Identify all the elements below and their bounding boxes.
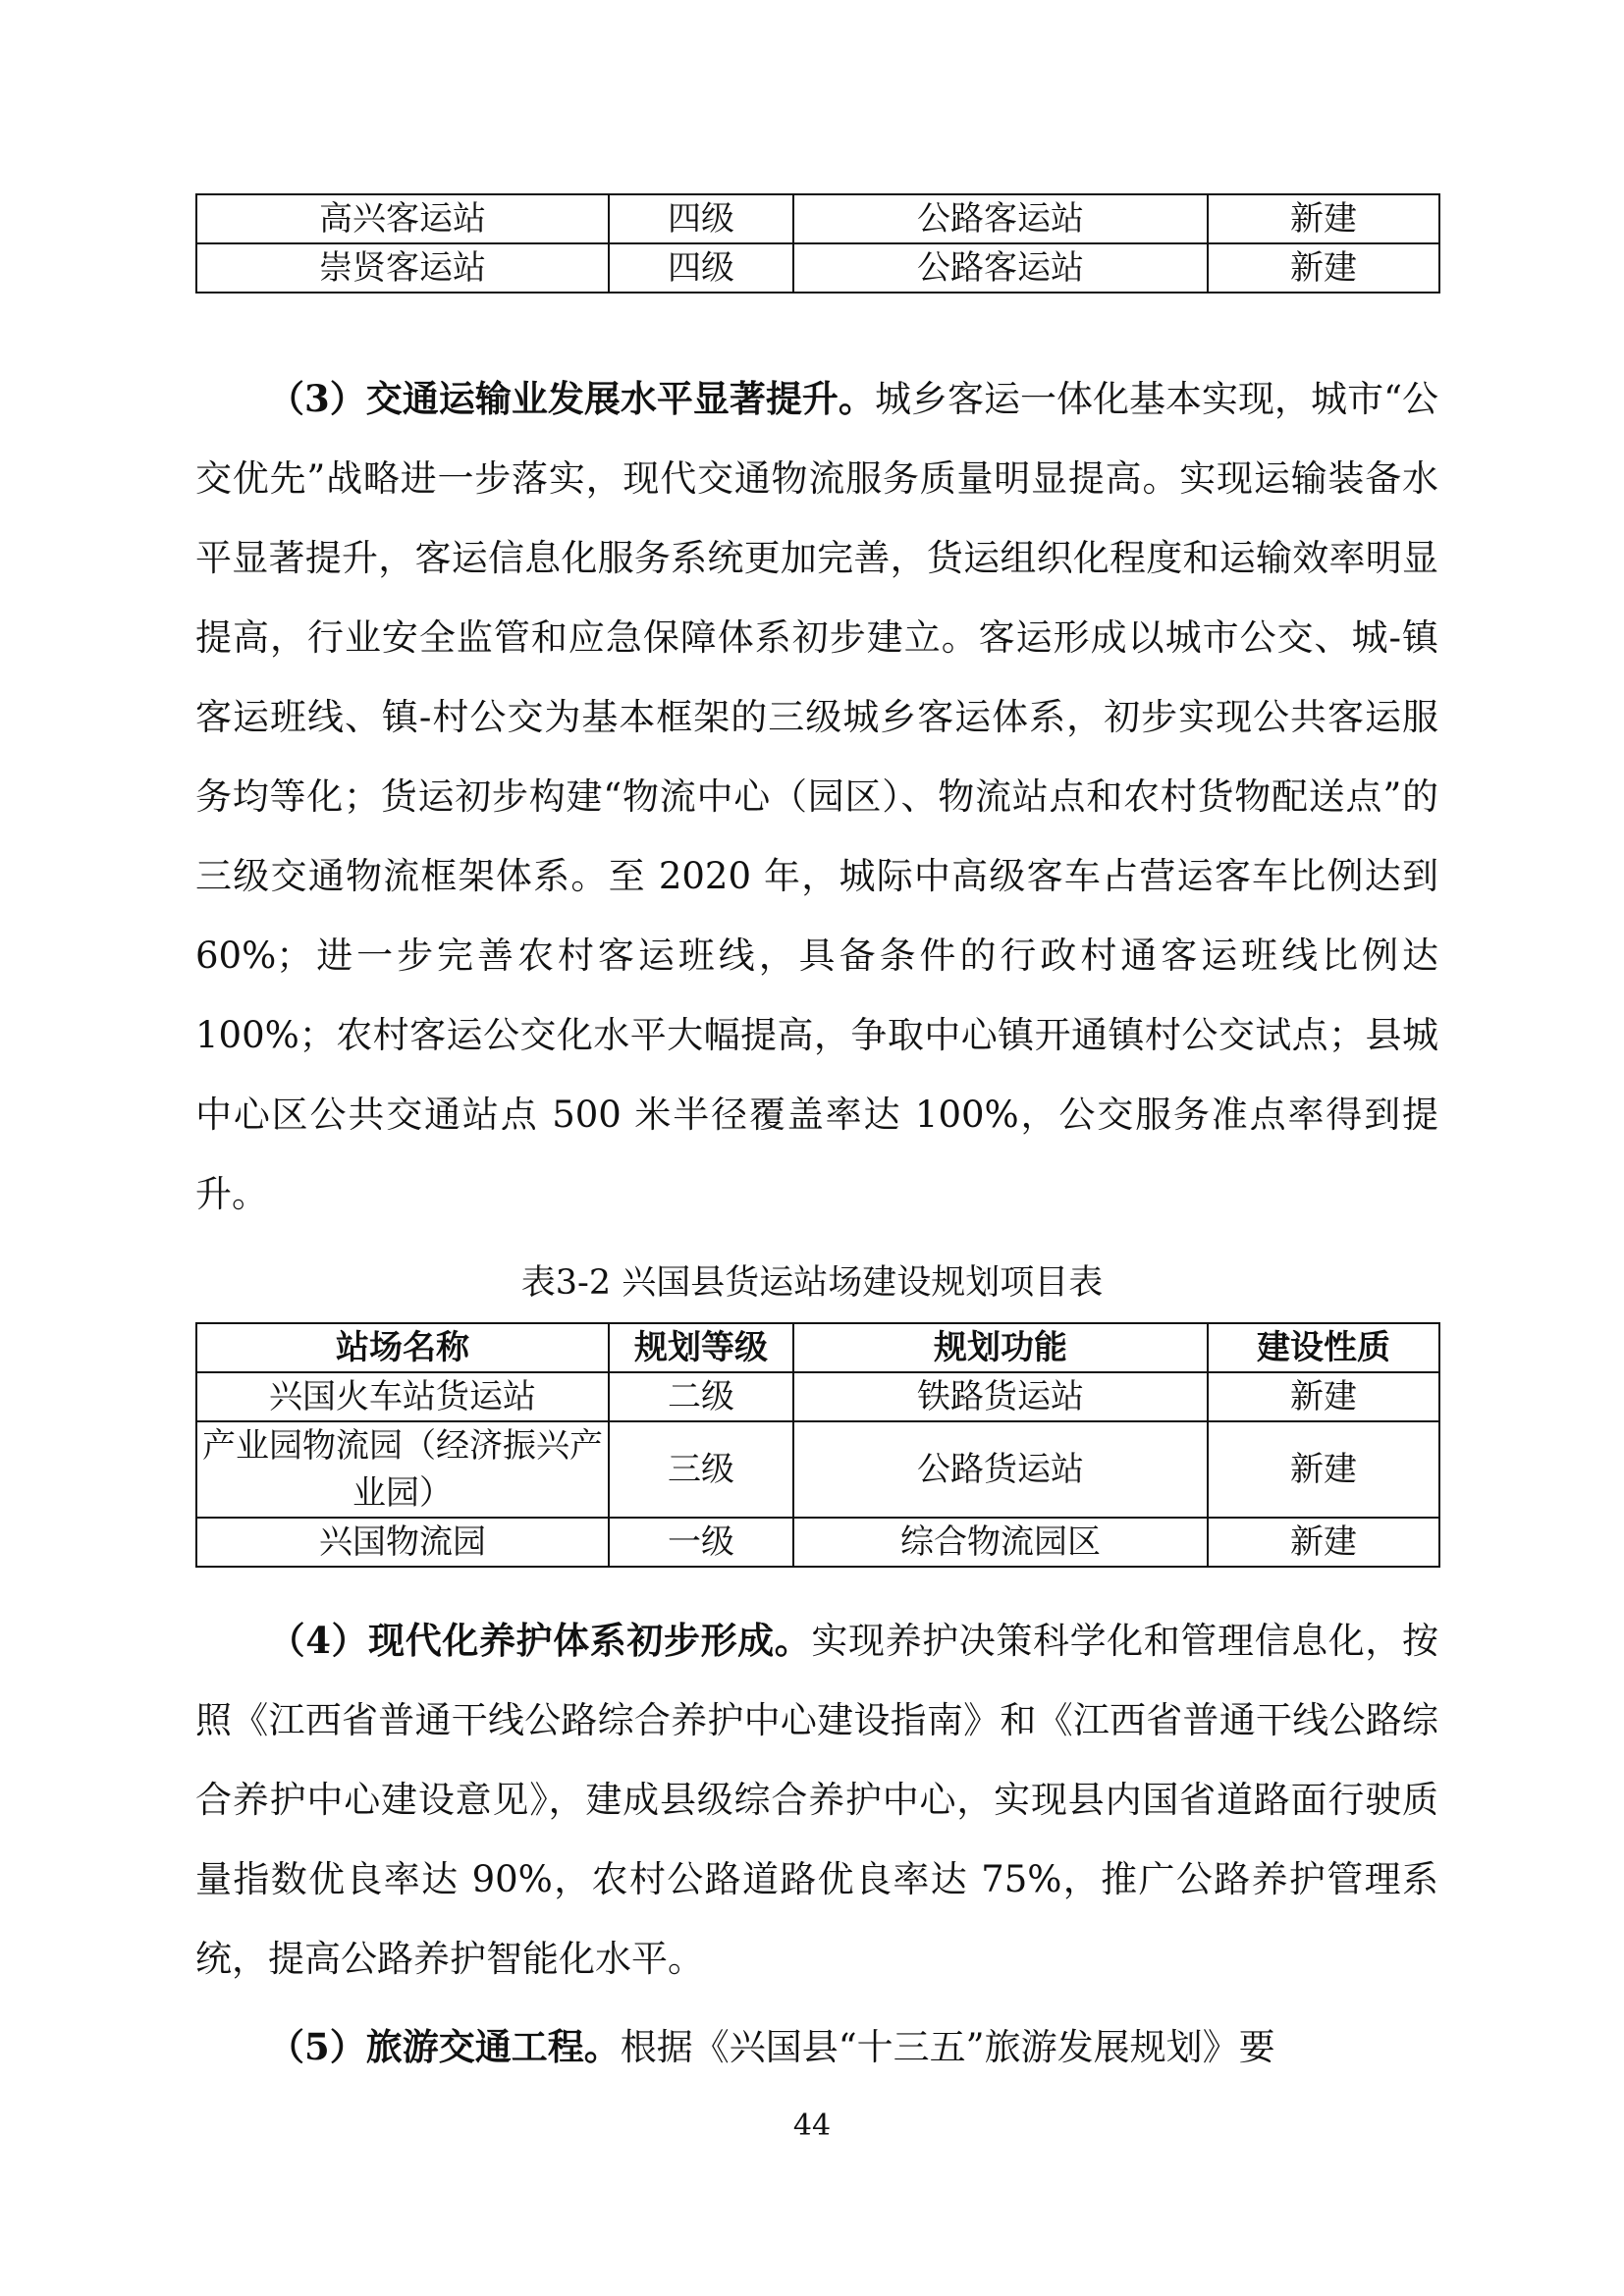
- column-header: 规划功能: [793, 1323, 1208, 1372]
- table-cell: 产业园物流园（经济振兴产业园）: [196, 1421, 609, 1518]
- table-cell: 新建: [1208, 1518, 1439, 1567]
- table-cell: 新建: [1208, 243, 1439, 293]
- table-row: [196, 1518, 1439, 1567]
- table-cell: 公路客运站: [793, 194, 1208, 243]
- table-row: [196, 1372, 1439, 1421]
- table-row: [196, 194, 1439, 243]
- paragraph-3: [195, 359, 1438, 1234]
- table-cell: 综合物流园区: [793, 1518, 1208, 1567]
- table-cell: 高兴客运站: [196, 194, 609, 243]
- column-header: 站场名称: [196, 1323, 609, 1372]
- paragraph-4-lead: （4）现代化养护体系初步形成。: [268, 1619, 812, 1662]
- table-cell: 新建: [1208, 1372, 1439, 1421]
- table-cell: 铁路货运站: [793, 1372, 1208, 1421]
- paragraph-4: [195, 1601, 1438, 1999]
- freight-table-caption: 表3-2 兴国县货运站场建设规划项目表: [520, 1263, 1104, 1303]
- table-row: [196, 243, 1439, 293]
- paragraph-3-lead: （3）交通运输业发展水平显著提升。: [268, 377, 875, 420]
- table-cell: 二级: [609, 1372, 793, 1421]
- table-cell: 兴国物流园: [196, 1518, 609, 1567]
- paragraph-5: [195, 2007, 1438, 2087]
- table-cell: 新建: [1208, 194, 1439, 243]
- table-cell: 四级: [609, 243, 793, 293]
- table-cell: 三级: [609, 1421, 793, 1518]
- paragraph-3-text: 城乡客运一体化基本实现，城市“公交优先”战略进一步落实，现代交通物流服务质量明显提高。实现运输装备水平显著提升，客运信息化服务系统更加完善，货运组织化程度和运输效率明显提高，行业安全监管和应急保障体系初步建立。客运形成以城市公交、城-镇客运班线、镇-村公交为基本框架的三级城乡客运体系，初步实现公共客运服务均等化；货运初步构建“物流中心（园区）、物流站点和农村货物配送点”的三级交通物流框架体系。至 2020 年，城际中高级客车占营运客车比例达到 60%；进一步完善农村客运班线，具备条件的行政村通客运班线比例达 100%；农村客运公交化水平大幅提高，争取中心镇开通镇村公交试点；县城中心区公共交通站点 500 米半径覆盖率达 100%，公交服务准点率得到提升。: [195, 378, 1439, 1215]
- paragraph-5-text: 根据《兴国县“十三五”旅游发展规划》要: [620, 2026, 1275, 2068]
- table-cell: 公路货运站: [793, 1421, 1208, 1518]
- paragraph-4-text: 实现养护决策科学化和管理信息化，按照《江西省普通干线公路综合养护中心建设指南》和《江西省普通干线公路综合养护中心建设意见》，建成县级综合养护中心，实现县内国省道路面行驶质量指数优良率达 90%，农村公路道路优良率达 75%，推广公路养护管理系统，提高公路养护智能化水平。: [195, 1620, 1438, 1980]
- passenger-station-table: [195, 193, 1440, 294]
- freight-station-table: [195, 1322, 1440, 1568]
- table-cell: 公路客运站: [793, 243, 1208, 293]
- table-cell: 兴国火车站货运站: [196, 1372, 609, 1421]
- table-row: [196, 1421, 1439, 1518]
- column-header: 建设性质: [1208, 1323, 1439, 1372]
- table-cell: 四级: [609, 194, 793, 243]
- table-cell: 新建: [1208, 1421, 1439, 1518]
- table-header-row: [196, 1323, 1439, 1372]
- table-cell: 一级: [609, 1518, 793, 1567]
- page-number: 44: [792, 2109, 832, 2143]
- column-header: 规划等级: [609, 1323, 793, 1372]
- paragraph-5-lead: （5）旅游交通工程。: [268, 2025, 621, 2068]
- table-cell: 崇贤客运站: [196, 243, 609, 293]
